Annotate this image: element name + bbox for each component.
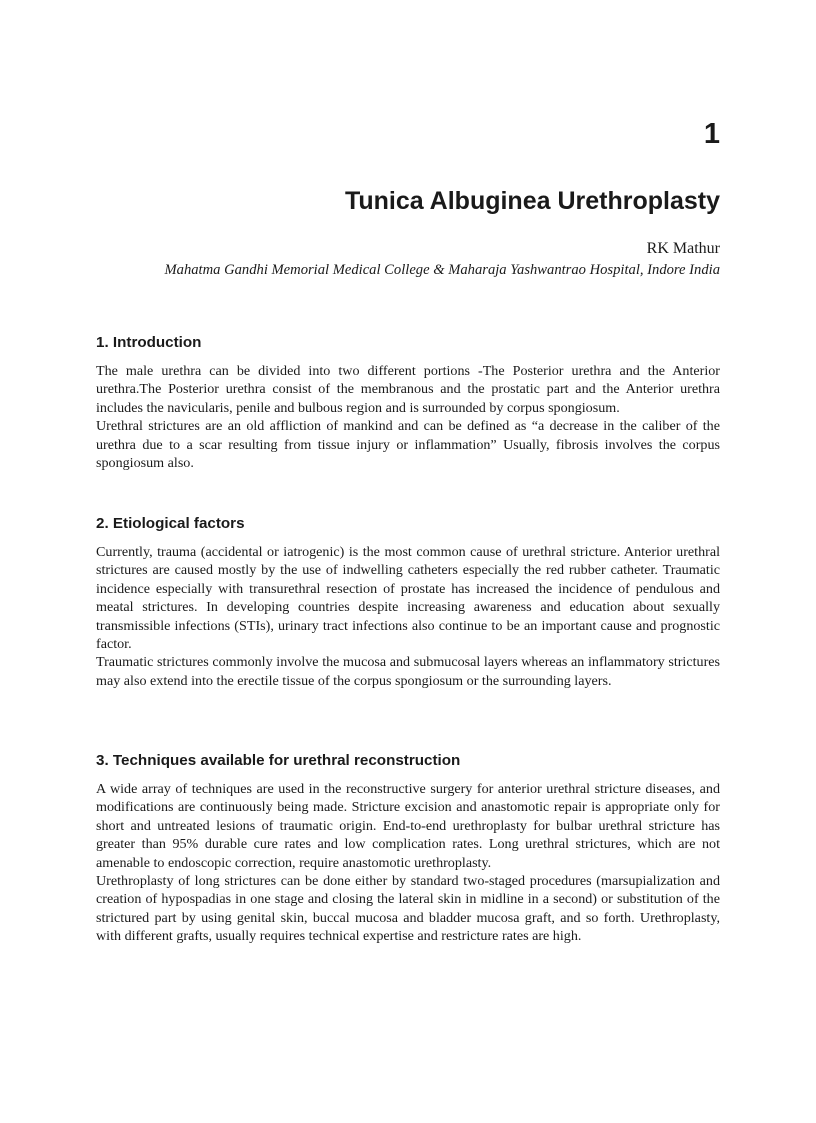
paragraph: A wide array of techniques are used in the reconstructive surgery for anterior urethral stricture diseases, and modifications are continuously being made. Stricture excision and anastomotic repair is appropriate only for short and untreated lesions of traumatic origin. End-to-end urethroplasty for bulbar urethral stricture has greater than 95% durable cure rates and low complication rates. Long urethral strictures, which are not amenable to endoscopic correction, require anastomotic urethroplasty. [96, 781, 720, 871]
author-name: RK Mathur [646, 240, 720, 257]
paragraph: Urethroplasty of long strictures can be done either by standard two-staged procedures (marsupialization and creation of hypospadias in one stage and closing the lateral skin in midline in a second) or substitution of the strictured part by using genital skin, buccal mucosa and bladder mucosa graft, and so forth. Urethroplasty, with different grafts, usually requires technical expertise and restricture rates are high. [96, 873, 720, 945]
section-techniques [96, 751, 720, 946]
section-heading: 2. Etiological factors [96, 515, 245, 532]
section-heading: 1. Introduction [96, 334, 202, 351]
paragraph: Currently, trauma (accidental or iatrogenic) is the most common cause of urethral stricture. Anterior urethral strictures are caused mostly by the use of indwelling catheters especially the red rubber catheter. Traumatic incidence especially with transurethral resection of prostate has increased the incidence of pendulous and meatal strictures. In developing countries despite increasing awareness and education about sexually transmissible infections (STIs), urinary tract infections also continue to be an important cause and prognostic factor. [96, 544, 720, 653]
paragraph: The male urethra can be divided into two different portions -The Posterior urethra and the Anterior urethra.The Posterior urethra consist of the membranous and the prostatic part and the Anterior urethra includes the navicularis, penile and bulbous region and is surrounded by corpus spongiosum. [96, 363, 720, 416]
chapter-number: 1 [703, 118, 720, 150]
paragraph: Urethral strictures are an old affliction of mankind and can be defined as “a decrease in the caliber of the urethra due to a scar resulting from tissue injury or inflammation” Usually, fibrosis involves the corpus spongiosum also. [96, 418, 720, 472]
section-introduction [96, 333, 720, 472]
section-etiological-factors [96, 514, 720, 690]
author-affiliation: Mahatma Gandhi Memorial Medical College & Maharaja Yashwantrao Hospital, Indore India [164, 262, 720, 278]
paragraph: Traumatic strictures commonly involve the mucosa and submucosal layers whereas an inflammatory strictures may also extend into the erectile tissue of the corpus spongiosum or the surrounding layers. [96, 654, 720, 689]
section-heading: 3. Techniques available for urethral reconstruction [96, 752, 461, 769]
chapter-title: Tunica Albuginea Urethroplasty [344, 187, 720, 215]
